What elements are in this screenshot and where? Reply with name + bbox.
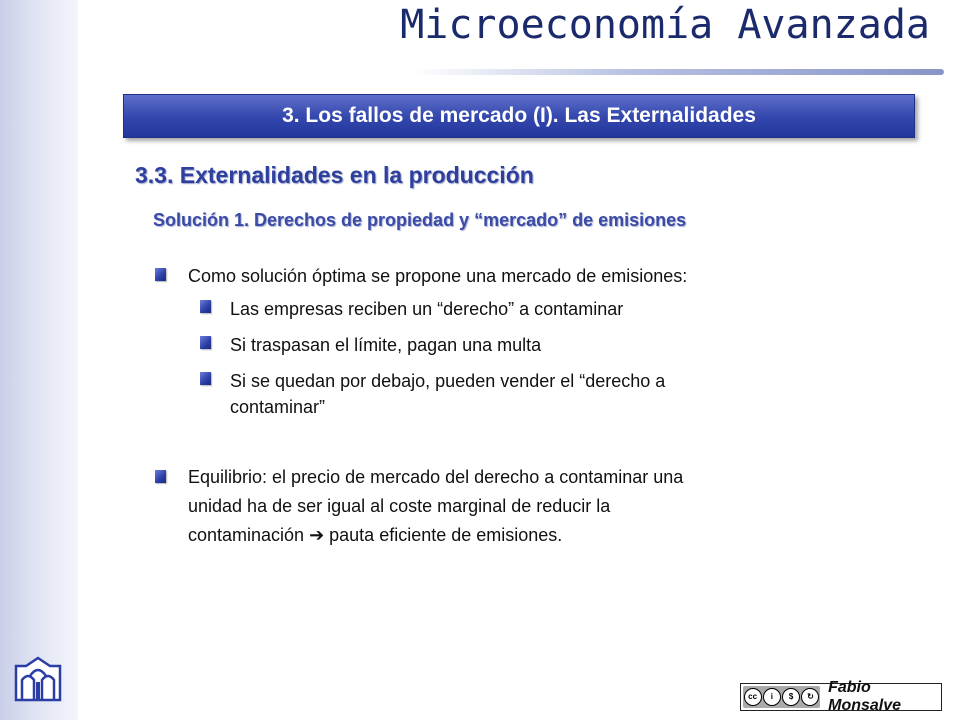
cc-license-badge [743,686,820,708]
bullet-text-2-line-2: unidad ha de ser igual al coste marginal de reducir la [188,496,611,516]
subsection-title: 3.3. Externalidades en la producción [135,162,534,188]
sub-bullet-text-3: Si se quedan por debajo, pueden vender el “derecho a [230,371,666,391]
by-icon: i [763,688,781,706]
nc-icon: $ [782,688,800,706]
solution-heading: Solución 1. Derechos de propiedad y “mercado” de emisiones [153,210,687,230]
bullet-marker [155,268,166,281]
sub-bullet-marker [200,336,211,349]
left-sidebar-gradient [0,0,78,720]
sub-bullet-text-1: Las empresas reciben un “derecho” a contaminar [230,299,624,319]
bullet-text-2-line-3: contaminación ➔ pauta eficiente de emisiones. [188,525,563,545]
sub-bullet-text-2: Si traspasan el límite, pagan una multa [230,335,542,355]
bullet-text-1: Como solución óptima se propone una mercado de emisiones: [188,266,688,286]
author-name: Fabio Monsalve [828,679,902,714]
bullet-text-2-line-1: Equilibrio: el precio de mercado del derecho a contaminar una [188,467,684,487]
university-logo-icon [8,654,68,704]
title-underline [414,69,944,75]
sub-bullet-marker [200,300,211,313]
cc-icon: cc [744,688,762,706]
bullet-marker [155,470,166,483]
app-title: Microeconomía Avanzada [400,2,930,48]
license-credit [740,679,942,714]
sub-bullet-text-3-cont: contaminar” [230,397,326,417]
sa-icon: ↻ [801,688,819,706]
sidebar-divider [78,0,79,720]
section-title-banner: 3. Los fallos de mercado (I). Las Externalidades [123,94,915,138]
sub-bullet-marker [200,372,211,385]
